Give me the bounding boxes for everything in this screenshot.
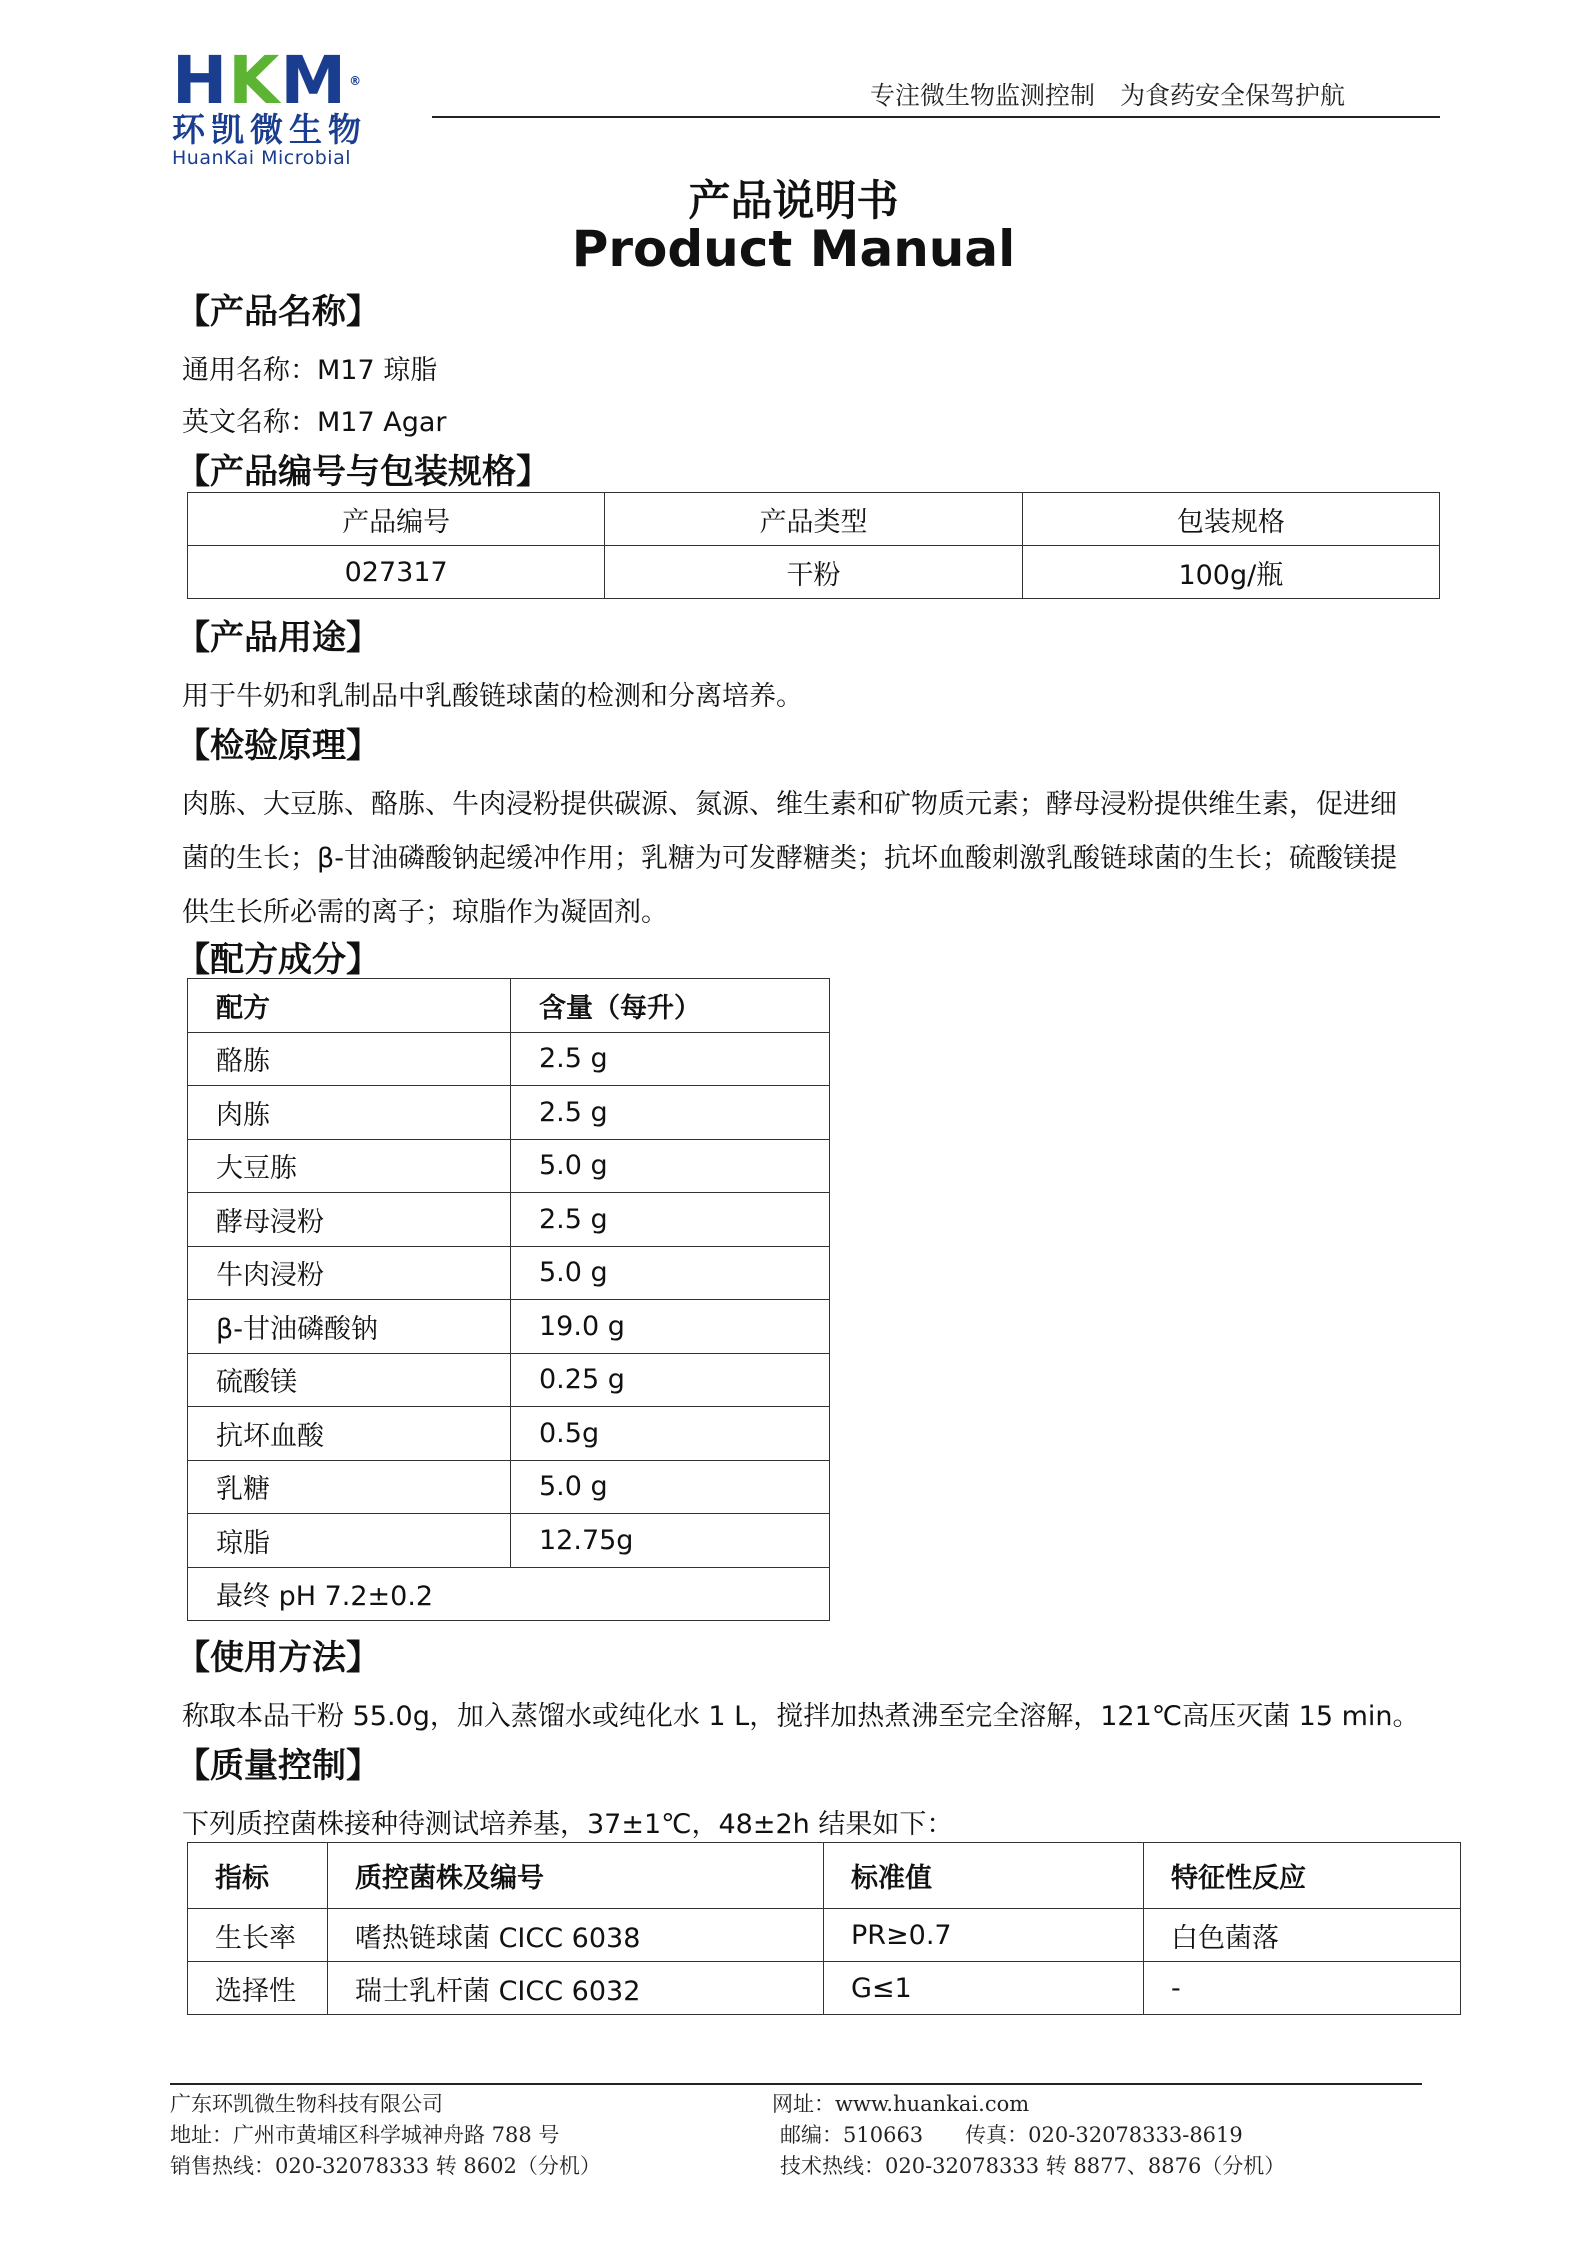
spec-header-code: 产品编号 [188,493,605,546]
amount: 19.0 g [511,1300,830,1354]
qc-row [188,1909,1461,1962]
qc-reaction: 白色菌落 [1144,1909,1461,1962]
qc-standard: PR≥0.7 [824,1909,1144,1962]
amount: 2.5 g [511,1086,830,1140]
formula-row [188,1193,830,1247]
usage-text: 用于牛奶和乳制品中乳酸链球菌的检测和分离培养。 [182,681,803,712]
section-heading-principle: 【检验原理】 [176,726,380,766]
formula-row [188,1407,830,1461]
qc-header-strain: 质控菌株及编号 [328,1843,824,1909]
footer-sales-hotline: 销售热线：020-32078333 转 8602（分机） [170,2154,601,2178]
logo-english-name: HuanKai Microbial [172,147,351,169]
qc-header-row [188,1843,1461,1909]
header-slogan: 专注微生物监测控制 为食药安全保驾护航 [870,81,1346,110]
spec-data-row [188,546,1440,599]
section-heading-formula: 【配方成分】 [176,940,380,980]
section-heading-product-name: 【产品名称】 [176,292,380,332]
principle-line-2: 菌的生长；β-甘油磷酸钠起缓冲作用；乳糖为可发酵糖类；抗坏血酸刺激乳酸链球菌的生长；硫酸镁提 [182,843,1397,874]
company-logo [172,42,432,169]
formula-row [188,1514,830,1568]
formula-row [188,1139,830,1193]
section-heading-qc: 【质量控制】 [176,1746,380,1786]
formula-header-row [188,979,830,1033]
amount: 5.0 g [511,1139,830,1193]
ingredient: 肉胨 [188,1086,511,1140]
spec-package: 100g/瓶 [1022,546,1439,599]
section-heading-method: 【使用方法】 [176,1638,380,1678]
amount: 5.0 g [511,1246,830,1300]
qc-index: 生长率 [188,1909,328,1962]
ingredient: 酵母浸粉 [188,1193,511,1247]
qc-row [188,1962,1461,2015]
principle-line-3: 供生长所必需的离子；琼脂作为凝固剂。 [182,897,668,928]
footer-tech-hotline: 技术热线：020-32078333 转 8877、8876（分机） [780,2154,1286,2178]
formula-header-amount: 含量（每升） [511,979,830,1033]
method-text: 称取本品干粉 55.0g，加入蒸馏水或纯化水 1 L，搅拌加热煮沸至完全溶解，121℃高压灭菌 15 min。 [182,1701,1420,1732]
qc-reaction: - [1144,1962,1461,2015]
qc-table [187,1842,1461,2015]
formula-ph-row [188,1567,830,1621]
amount: 2.5 g [511,1193,830,1247]
ingredient: 抗坏血酸 [188,1407,511,1461]
header-divider [432,116,1440,118]
principle-line-1: 肉胨、大豆胨、酪胨、牛肉浸粉提供碳源、氮源、维生素和矿物质元素；酵母浸粉提供维生素，促进细 [182,789,1397,820]
ingredient: 硫酸镁 [188,1353,511,1407]
qc-header-reaction: 特征性反应 [1144,1843,1461,1909]
qc-intro: 下列质控菌株接种待测试培养基，37±1℃，48±2h 结果如下： [182,1809,954,1840]
generic-name: 通用名称：M17 琼脂 [182,355,438,386]
spec-header-type: 产品类型 [605,493,1022,546]
qc-strain: 瑞士乳杆菌 CICC 6032 [328,1962,824,2015]
section-heading-usage: 【产品用途】 [176,618,380,658]
ingredient: 酪胨 [188,1032,511,1086]
ingredient: 琼脂 [188,1514,511,1568]
footer-address: 地址：广州市黄埔区科学城神舟路 788 号 [170,2123,560,2147]
title-english: Product Manual [571,220,1016,278]
footer-website: 网址：www.huankai.com [772,2092,1030,2116]
qc-header-index: 指标 [188,1843,328,1909]
formula-row [188,1086,830,1140]
spec-code: 027317 [188,546,605,599]
amount: 12.75g [511,1514,830,1568]
formula-row [188,1460,830,1514]
ingredient: 大豆胨 [188,1139,511,1193]
qc-index: 选择性 [188,1962,328,2015]
formula-header-ingredient: 配方 [188,979,511,1033]
logo-chinese-name: 环凯微生物 [172,110,367,149]
amount: 5.0 g [511,1460,830,1514]
spec-table [187,492,1440,599]
qc-standard: G≤1 [824,1962,1144,2015]
ingredient: 乳糖 [188,1460,511,1514]
footer-divider [170,2083,1422,2085]
footer-postcode-fax: 邮编：510663 传真：020-32078333-8619 [780,2123,1243,2147]
ingredient: β-甘油磷酸钠 [188,1300,511,1354]
qc-header-standard: 标准值 [824,1843,1144,1909]
footer-company: 广东环凯微生物科技有限公司 [170,2092,443,2116]
spec-header-row [188,493,1440,546]
final-ph: 最终 pH 7.2±0.2 [188,1567,830,1621]
section-heading-spec: 【产品编号与包装规格】 [176,452,550,492]
formula-row [188,1246,830,1300]
amount: 2.5 g [511,1032,830,1086]
spec-header-package: 包装规格 [1022,493,1439,546]
formula-row [188,1032,830,1086]
formula-row [188,1300,830,1354]
formula-table [187,978,830,1621]
amount: 0.5g [511,1407,830,1461]
formula-row [188,1353,830,1407]
english-name: 英文名称：M17 Agar [182,407,447,438]
title-chinese: 产品说明书 [688,176,899,225]
amount: 0.25 g [511,1353,830,1407]
qc-strain: 嗜热链球菌 CICC 6038 [328,1909,824,1962]
logo-mark: HKM ® [172,42,363,119]
spec-type: 干粉 [605,546,1022,599]
ingredient: 牛肉浸粉 [188,1246,511,1300]
